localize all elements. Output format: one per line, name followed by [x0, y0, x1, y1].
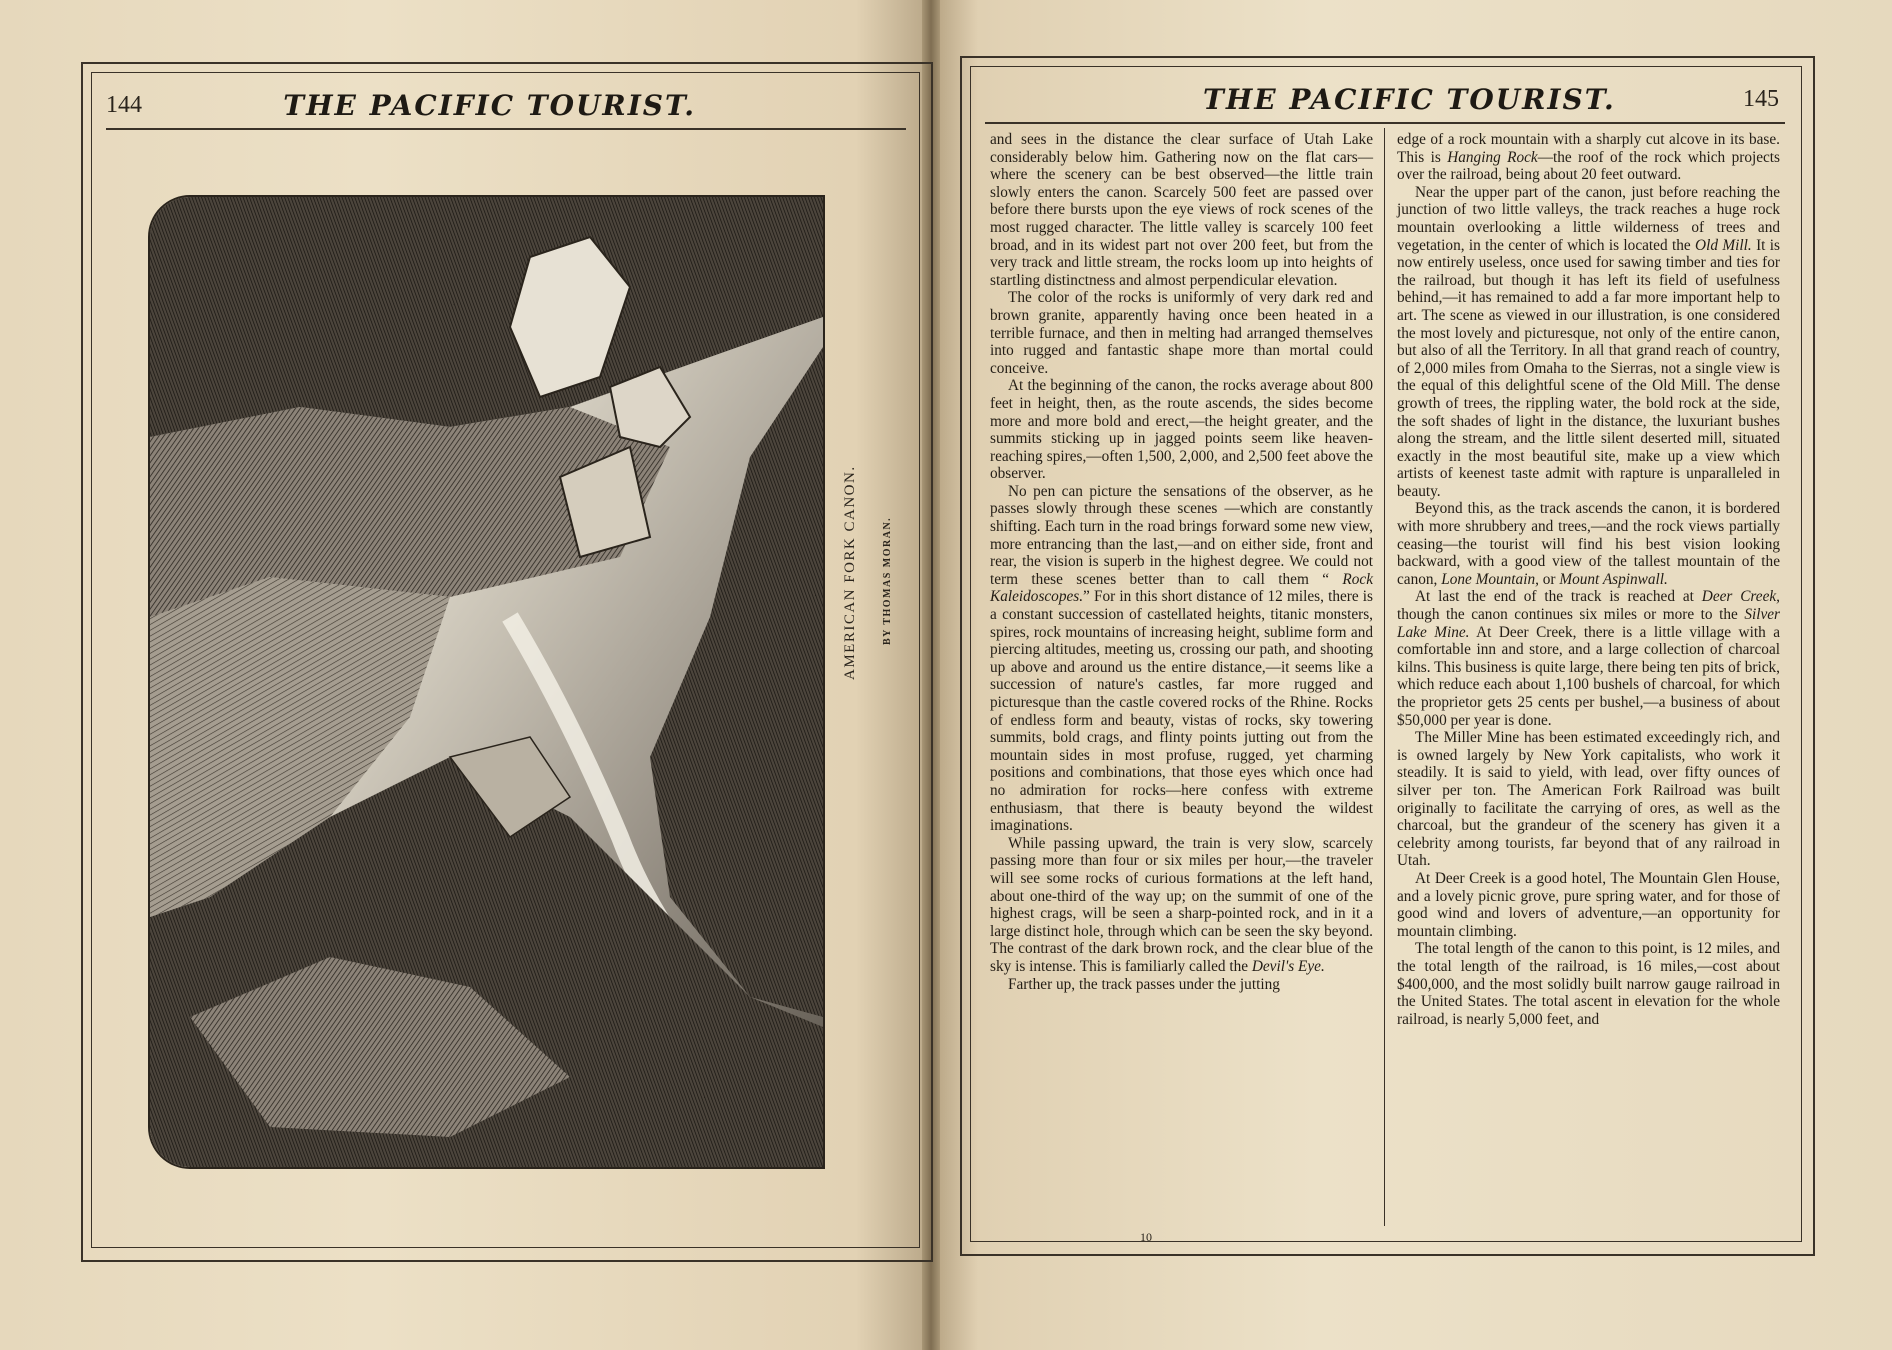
column-divider — [1384, 128, 1385, 1226]
text-run: It is now entirely useless, once used for sawing timber and ties for the railroad, but though it has left its field of usefulness behind,—it has remained to add a far more important help to art. The scene as viewed in our illustration, is one considered the most lovely and picturesque, not only of the entire canon, but also of all the Territory. In all that grand reach of country, of 2,000 miles from Omaha to the Sierras, not a single view is the equal of this delightful scene of the Old Mill. The dense growth of trees, the rippling water, the bold rock at the side, the soft shades of light in the distance, the luxuriant bushes along the stream, and the little silent deserted mill, situated exactly in the most beautiful site, make up a view which artists of keenest taste admit with rapture is unparalleled in beauty. — [1397, 236, 1780, 500]
paragraph — [1397, 184, 1780, 501]
text-run: The Miller Mine has been estimated exceedingly rich, and is owned largely by New York capitalists, who work it steadily. It is said to yield, with lead, over fifty ounces of silver per ton. The American Fork Railroad was built originally to facilitate the carrying of ores, as well as the charcoal, but the grandeur of the scenery has given it a celebrity among tourists, far beyond that of any railroad in Utah. — [1397, 729, 1780, 870]
text-run: At the beginning of the canon, the rocks average about 800 feet in height, then, as the route ascends, the sides become more and more bold and erect,—the height greater, and the summits sticking up in jagged points seem like heaven-reaching spires,—often 1,500, 2,000, and 2,500 feet above the observer. — [990, 377, 1373, 483]
right-page-column-left — [990, 131, 1373, 993]
paragraph — [990, 131, 1373, 289]
paragraph — [990, 289, 1373, 377]
text-run: At Deer Creek, there is a little village with a comfortable inn and store, and a large collection of charcoal kilns. This business is quite large, there being ten pits of brick, which reduce each about 1,100 bushels of charcoal, for which the proprietor gets 25 cents per bushel,—a business of about $50,000 per year is done. — [1397, 623, 1780, 729]
paragraph — [1397, 729, 1780, 870]
italic-phrase: Old Mill. — [1695, 236, 1752, 254]
text-run: Near the upper part of the canon, just before reaching the junction of two little valleys, the track reaches a huge rock mountain overlooking a little wilderness of trees and vegetation, in the center of which is located the — [1397, 183, 1780, 254]
text-run: Farther up, the track passes under the jutting — [1008, 975, 1280, 993]
paragraph — [990, 377, 1373, 483]
italic-phrase: Rock Kaleidoscopes. — [990, 570, 1373, 606]
left-page-header — [106, 82, 906, 130]
paragraph — [1397, 500, 1780, 588]
text-run: or — [1538, 570, 1560, 588]
text-run: While passing upward, the train is very slow, scarcely passing more than four or six miles per hour,—the traveler will see some rocks of curious formations at the left hand, about one-third of the way up; on the summit of one of the highest crags, will be seen a sharp-pointed rock, and in it a large distinct hole, through which can be seen the sky beyond. The contrast of the dark brown rock, and the clear blue of the sky is intense. This is familiarly called the — [990, 834, 1373, 975]
right-running-title: THE PACIFIC TOURIST. — [1203, 82, 1616, 116]
paragraph — [990, 835, 1373, 976]
american-fork-canon-engraving — [148, 195, 825, 1169]
illustration-caption-title: AMERICAN FORK CANON. — [842, 465, 858, 680]
italic-phrase: Deer Creek, — [1701, 588, 1780, 606]
left-running-title: THE PACIFIC TOURIST. — [283, 88, 696, 122]
right-page-column-right — [1397, 131, 1780, 1028]
right-page-header — [985, 76, 1785, 124]
paragraph — [1397, 940, 1780, 1028]
text-run: edge of a rock mountain with a sharply cut alcove in its base. This is — [1397, 131, 1780, 166]
paragraph — [990, 976, 1373, 994]
paragraph — [1397, 870, 1780, 940]
text-run: At Deer Creek is a good hotel, The Mountain Glen House, and a lovely picnic grove, pure spring water, and for those of good wind and lovers of adventure,—an opportunity for mountain climbing. — [1397, 869, 1780, 940]
paragraph — [1397, 131, 1780, 184]
paragraph — [1397, 588, 1780, 729]
illustration-caption-credit: BY THOMAS MORAN. — [882, 516, 893, 645]
italic-phrase: Lone Mountain, — [1441, 570, 1539, 588]
text-run: The total length of the canon to this point, is 12 miles, and the total length of the railroad, is 16 miles,—cost about $400,000, and the most solidly built narrow gauge railroad in the United States. The total ascent in elevation for the whole railroad, is nearly 5,000 feet, and — [1397, 940, 1780, 1028]
left-page-number: 144 — [106, 91, 142, 118]
italic-phrase: Hanging Rock — [1447, 148, 1538, 166]
text-run: At last the end of the track is reached at — [1415, 588, 1702, 606]
text-run: No pen can picture the sensations of the observer, as he passes slowly through these scenes —which are constantly shifting. Each turn in the road brings forward some new view, more entrancing than the last,—and on either side, front and rear, the vision is superb in the highest degree. We could not term these scenes better than to call them “ — [990, 482, 1373, 588]
text-run: The color of the rocks is uniformly of very dark red and brown granite, apparently having once been heated in a terrible furnace, and then in melting had arranged themselves into rugged and fantastic shape more than mortal could conceive. — [990, 289, 1373, 377]
text-run: Beyond this, as the track ascends the canon, it is bordered with more shrubbery and trees,—and the rock views partially ceasing—the tourist will find his best vision looking backward, with a good view of the tallest mountain of the canon, — [1397, 500, 1780, 588]
text-run: and sees in the distance the clear surface of Utah Lake considerably below him. Gathering now on the flat cars—where the scenery can be best observed—the little train slowly enters the canon. Scarcely 500 feet are passed over before there bursts upon the eye views of rock scenes of the most rugged character. The little valley is scarcely 100 feet broad, and in its widest part not over 200 feet, but from the very track and little stream, the rocks loom up into heights of startling distinctness and almost perpendicular elevation. — [990, 131, 1373, 289]
italic-phrase: Devil's Eye. — [1251, 957, 1325, 975]
text-run: —the roof of the rock which projects over the railroad, being about 20 feet outward. — [1397, 148, 1780, 184]
signature-mark: 10 — [1140, 1230, 1152, 1244]
paragraph — [990, 483, 1373, 835]
text-run: though the canon continues six miles or more to the — [1397, 606, 1745, 624]
text-run: ” For in this short distance of 12 miles, there is a constant succession of castellated heights, titanic monsters, spires, rock mountains of increasing height, sublime form and piercing altitudes, meeting us, crossing our path, and shooting up above and around us the entire distance,—it seems like a succession of nature's castles, far more rugged and picturesque than the castle covered rocks of the Rhine. Rocks of endless form and beauty, vistas of rocks, sky towering summits, bold crags, and flinty points jutting out from the mountain sides in most profuse, rugged, yet charming positions and combinations, that those eyes which once had no admiration for rocks—here confess with extreme enthusiasm, that there is beauty beyond the wildest imaginations. — [990, 588, 1373, 835]
right-page-number: 145 — [1743, 85, 1779, 112]
italic-phrase: Silver Lake Mine. — [1397, 606, 1780, 641]
italic-phrase: Mount Aspinwall. — [1559, 570, 1668, 588]
